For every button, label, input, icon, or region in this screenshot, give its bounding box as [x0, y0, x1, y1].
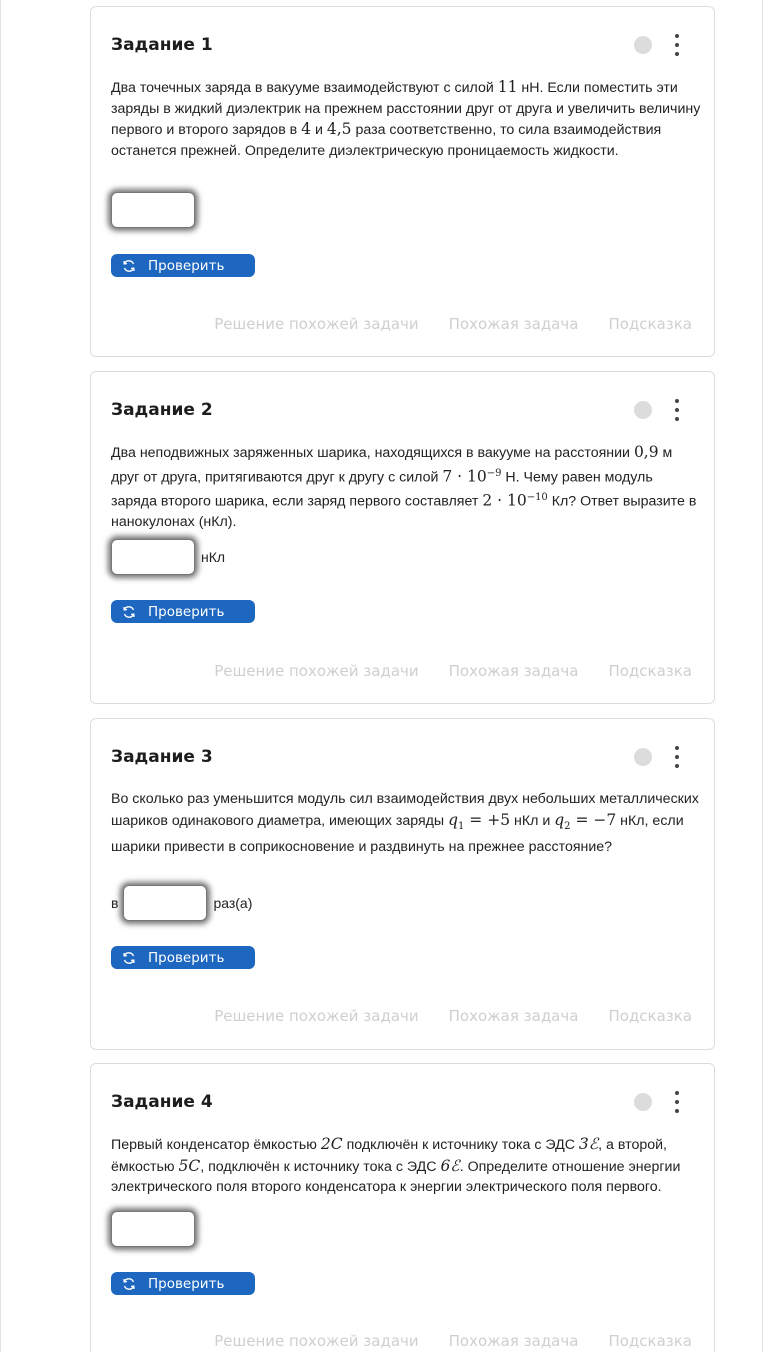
task-title: Задание 2 [111, 400, 213, 420]
similar-solution-link[interactable]: Решение похожей задачи [214, 1007, 419, 1025]
check-button-label: Проверить [148, 603, 225, 620]
task-card-2 [90, 371, 715, 704]
answer-row [111, 1211, 195, 1247]
hint-link[interactable]: Подсказка [608, 1007, 692, 1025]
answer-unit: раз(а) [213, 895, 253, 911]
refresh-icon [122, 951, 136, 965]
more-vertical-icon[interactable] [671, 1091, 683, 1113]
help-links [184, 662, 692, 680]
status-dot [634, 748, 652, 766]
answer-row [111, 192, 195, 228]
status-dot [634, 36, 652, 54]
task-text: Два точечных заряда в вакууме взаимодействуют с силой 11 нН. Если поместить эти заряды в жидкий диэлектрик на прежнем расстоянии друг от друга и увеличить величину первого и второго зарядов в 4 и 4,5 раза соответственно, то сила взаимодействия останется прежней. Определите диэлектрическую проницаемость жидкости. [111, 78, 701, 159]
task-title: Задание 1 [111, 35, 213, 55]
status-dot [634, 401, 652, 419]
hint-link[interactable]: Подсказка [608, 662, 692, 680]
help-links [184, 315, 692, 333]
help-links [184, 1007, 692, 1025]
check-button[interactable] [111, 254, 255, 277]
page-edge-left [0, 0, 1, 1352]
task-text: Первый конденсатор ёмкостью 2C подключён к источнику тока с ЭДС 3ℰ, а второй, ёмкостью 5C, подключён к источнику тока с ЭДС 6ℰ. Определите отношение энергии электрического поля второго конденсатора к энергии электрического поля первого. [111, 1135, 681, 1195]
answer-input[interactable] [111, 539, 195, 575]
answer-input[interactable] [111, 192, 195, 228]
check-button[interactable] [111, 1272, 255, 1295]
similar-task-link[interactable]: Похожая задача [448, 1332, 579, 1350]
similar-task-link[interactable]: Похожая задача [448, 315, 579, 333]
answer-unit: нКл [201, 549, 226, 565]
check-button[interactable] [111, 600, 255, 623]
more-vertical-icon[interactable] [671, 746, 683, 768]
task-text: Во сколько раз уменьшится модуль сил взаимодействия двух небольших металлических шариков одинакового диаметра, имеющих заряды $q_1 = +5$ нКл и $q_2 = -7$ нКл, если шарики привести в соприкосновение и раздвинуть на прежнее расстояние? [111, 791, 699, 855]
check-button[interactable] [111, 946, 255, 969]
check-button-label: Проверить [148, 949, 225, 966]
hint-link[interactable]: Подсказка [608, 1332, 692, 1350]
answer-row [111, 885, 252, 921]
status-dot [634, 1093, 652, 1111]
task-card-1 [90, 6, 715, 357]
task-card-3 [90, 718, 715, 1050]
refresh-icon [122, 605, 136, 619]
similar-solution-link[interactable]: Решение похожей задачи [214, 1332, 419, 1350]
similar-task-link[interactable]: Похожая задача [448, 662, 579, 680]
help-links [184, 1332, 692, 1350]
hint-link[interactable]: Подсказка [608, 315, 692, 333]
answer-input[interactable] [123, 885, 207, 921]
check-button-label: Проверить [148, 1275, 225, 1292]
answer-prefix: в [111, 895, 119, 911]
refresh-icon [122, 259, 136, 273]
similar-solution-link[interactable]: Решение похожей задачи [214, 662, 419, 680]
answer-row [111, 539, 225, 575]
task-title: Задание 3 [111, 747, 213, 767]
answer-input[interactable] [111, 1211, 195, 1247]
more-vertical-icon[interactable] [671, 34, 683, 56]
task-title: Задание 4 [111, 1092, 213, 1112]
similar-solution-link[interactable]: Решение похожей задачи [214, 315, 419, 333]
more-vertical-icon[interactable] [671, 399, 683, 421]
task-card-4 [90, 1063, 715, 1352]
similar-task-link[interactable]: Похожая задача [448, 1007, 579, 1025]
refresh-icon [122, 1277, 136, 1291]
check-button-label: Проверить [148, 257, 225, 274]
task-text: Два неподвижных заряженных шарика, находящихся в вакууме на расстоянии 0,9 м друг от друга, притягиваются друг к другу с силой $7 \cdot 10^{-9}$ Н. Чему равен модуль заряда второго шарика, если заряд первого составляет $2 \cdot 10^{-10}$ Кл? Ответ выразите в нанокулонах (нКл). [111, 443, 697, 530]
